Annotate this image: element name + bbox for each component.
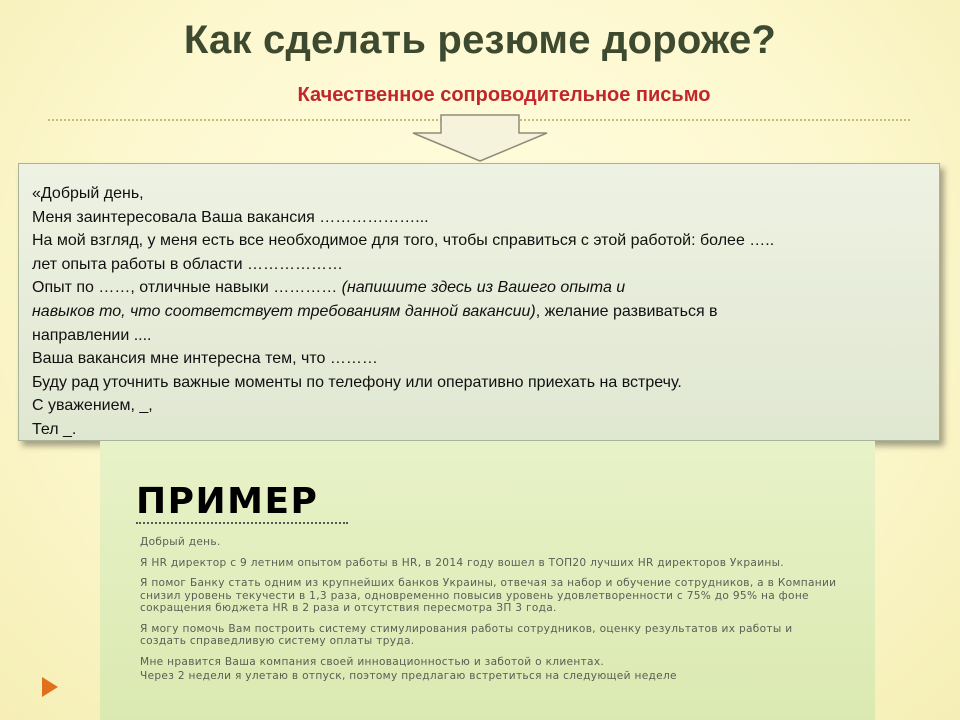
cover-letter-template bbox=[18, 163, 940, 441]
example-paragraph: Мне нравится Ваша компания своей инновационностью и заботой о клиентах. bbox=[140, 655, 605, 668]
letter-text: Опыт по ……, отличные навыки ………… bbox=[32, 279, 342, 297]
slide-title: Как сделать резюме дороже? bbox=[183, 18, 777, 62]
letter-line bbox=[32, 300, 927, 324]
letter-greeting: «Добрый день, bbox=[32, 185, 144, 202]
letter-hint: навыков то, что соответствует требованиям данной вакансии) bbox=[32, 302, 536, 320]
letter-line: Буду рад уточнить важные моменты по телефону или оперативно приехать на встречу. bbox=[32, 373, 682, 391]
example-paragraph: Добрый день. bbox=[140, 536, 221, 548]
example-paragraph: Через 2 недели я улетаю в отпуск, поэтому предлагаю встретиться на следующей неделе bbox=[140, 670, 677, 682]
letter-line: Ваша вакансия мне интересна тем, что ……… bbox=[32, 350, 378, 368]
example-paragraph: Я HR директор с 9 летним опытом работы в HR, в 2014 году вошел в ТОП20 лучших HR директоров Украины. bbox=[140, 556, 784, 569]
down-arrow-icon bbox=[411, 113, 549, 163]
example-heading: ПРИМЕР bbox=[136, 481, 319, 522]
letter-line: На мой взгляд, у меня есть все необходимое для того, чтобы справиться с этой работой: более ….. bbox=[32, 232, 775, 250]
example-body bbox=[140, 536, 840, 691]
example-underline bbox=[136, 522, 348, 524]
triangle-right-icon[interactable] bbox=[41, 676, 59, 698]
example-paragraph: Я помог Банку стать одним из крупнейших банков Украины, отвечая за набор и обучение сотрудников, а в Компании снизил уровень текучести в 1,3 раза, одновременно повысив уровень удовлетворенности с 75% до 95% на фоне сокращения бюджета HR в 2 раза и отсутствия пересмотра ЗП 3 года. bbox=[140, 577, 837, 614]
letter-line: Меня заинтересовала Ваша вакансия ………………... bbox=[32, 208, 429, 226]
letter-line bbox=[32, 276, 927, 300]
letter-line: лет опыта работы в области ……………… bbox=[32, 255, 344, 273]
letter-line: направлении .... bbox=[32, 326, 152, 344]
letter-text: , желание развиваться в bbox=[535, 302, 718, 320]
example-paragraph: Я могу помочь Вам построить систему стимулирования работы сотрудников, оценку результатов их работы и создать справедливую систему оплаты труда. bbox=[140, 622, 793, 647]
letter-phone: Тел _. bbox=[32, 420, 77, 438]
letter-hint: (напишите здесь из Вашего опыта и bbox=[341, 279, 626, 297]
example-letter-image bbox=[100, 441, 875, 720]
slide-subtitle: Качественное сопроводительное письмо bbox=[297, 84, 711, 106]
letter-signoff: С уважением, _, bbox=[32, 397, 153, 415]
